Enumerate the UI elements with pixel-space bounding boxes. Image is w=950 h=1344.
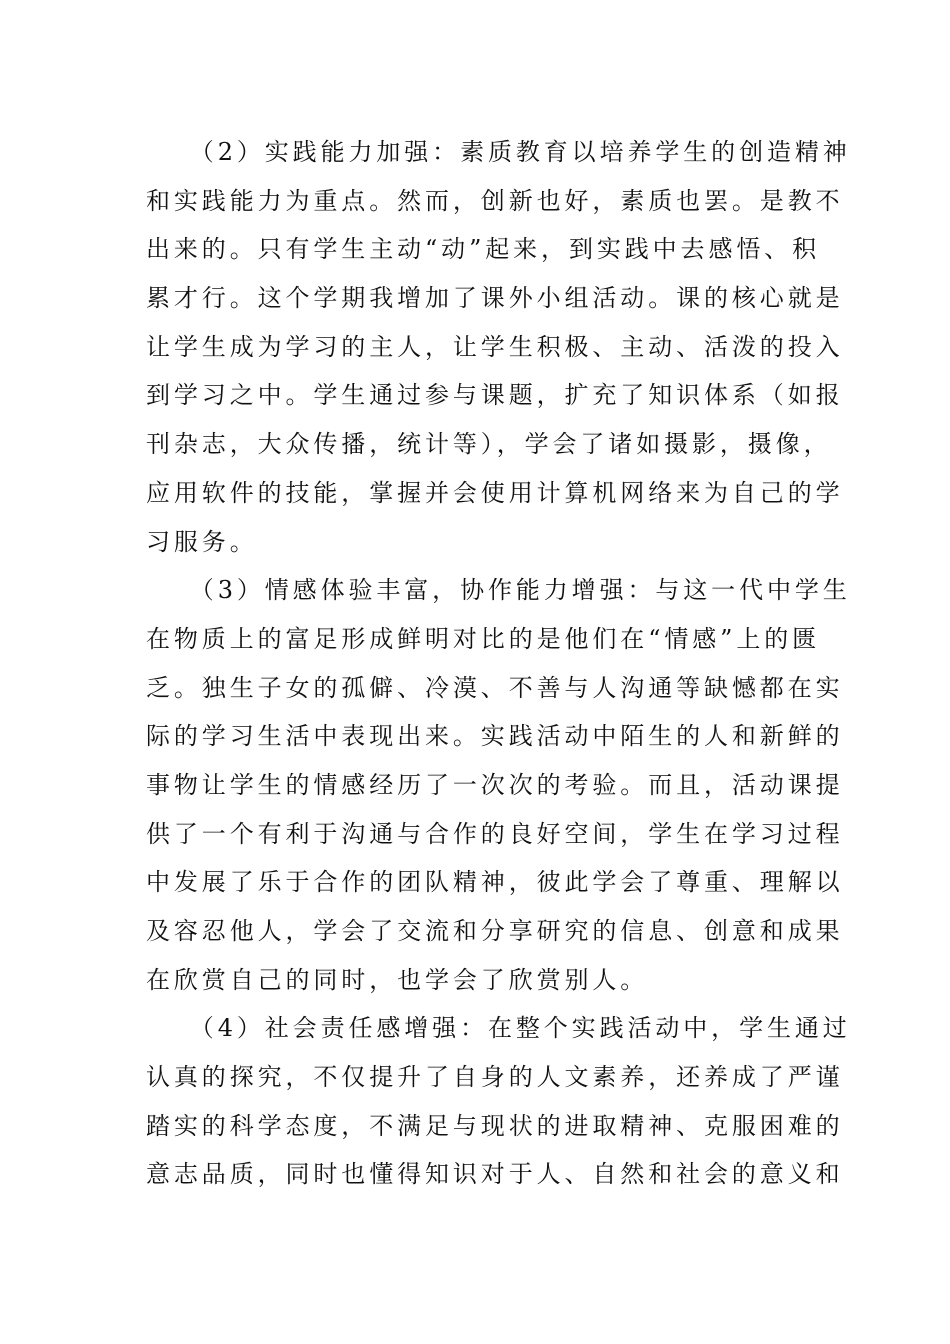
text-line: （2）实践能力加强：素质教育以培养学生的创造精神 (146, 138, 851, 166)
document-body (146, 128, 851, 1199)
text-line: 事物让学生的情感经历了一次次的考验。而且，活动课提 (146, 770, 844, 799)
text-line: 和实践能力为重点。然而，创新也好，素质也罢。是教不 (146, 186, 844, 215)
text-line: 让学生成为学习的主人，让学生积极、主动、活泼的投入 (146, 332, 844, 361)
text-line: 踏实的科学态度，不满足与现状的进取精神、克服困难的 (146, 1111, 844, 1140)
text-line: 及容忍他人，学会了交流和分享研究的信息、创意和成果 (146, 917, 844, 945)
text-line: 到学习之中。学生通过参与课题，扩充了知识体系（如报 (146, 381, 844, 410)
text-line: 习服务。 (146, 527, 258, 556)
text-line: （3）情感体验丰富，协作能力增强：与这一代中学生 (146, 576, 851, 605)
text-line: 刊杂志，大众传播，统计等），学会了诸如摄影，摄像， (146, 430, 832, 459)
text-line: 在欣赏自己的同时，也学会了欣赏别人。 (146, 965, 649, 994)
text-line: 供了一个有利于沟通与合作的良好空间，学生在学习过程 (146, 819, 844, 848)
text-line: 乏。独生子女的孤僻、冷漠、不善与人沟通等缺憾都在实 (146, 673, 844, 702)
text-line: 际的学习生活中表现出来。实践活动中陌生的人和新鲜的 (146, 722, 844, 751)
text-line: 在物质上的富足形成鲜明对比的是他们在“情感”上的匮 (146, 624, 821, 653)
text-line: 中发展了乐于合作的团队精神，彼此学会了尊重、理解以 (146, 868, 844, 897)
text-line: 出来的。只有学生主动“动”起来，到实践中去感悟、积 (146, 235, 821, 264)
text-line: 应用软件的技能，掌握并会使用计算机网络来为自己的学 (146, 478, 844, 507)
text-line: （4）社会责任感增强：在整个实践活动中，学生通过 (146, 1014, 851, 1043)
text-line: 累才行。这个学期我增加了课外小组活动。课的核心就是 (146, 284, 844, 313)
text-line: 认真的探究，不仅提升了自身的人文素养，还养成了严谨 (146, 1063, 844, 1092)
text-line: 意志品质，同时也懂得知识对于人、自然和社会的意义和 (146, 1160, 844, 1189)
